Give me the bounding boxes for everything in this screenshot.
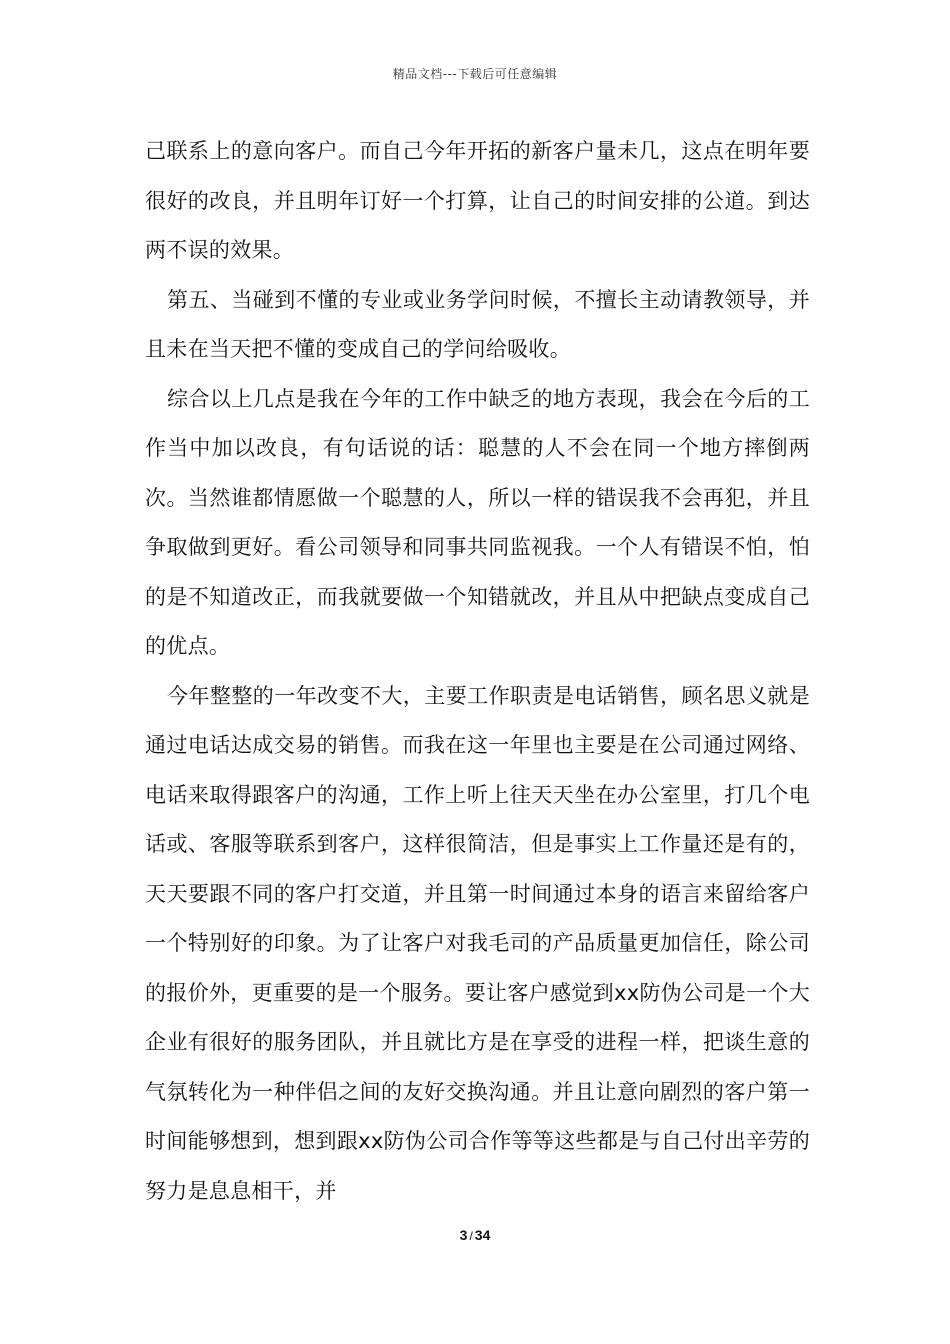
page-separator: / xyxy=(469,1229,473,1243)
paragraph-summary: 综合以上几点是我在今年的工作中缺乏的地方表现，我会在今后的工作当中加以改良，有句话说的话：聪慧的人不会在同一个地方摔倒两次。当然谁都情愿做一个聪慧的人，所以一样的错误我不会再犯，并且争取做到更好。看公司领导和同事共同监视我。一个人有错误不怕，怕的是不知道改正，而我就要做一个知错就改，并且从中把缺点变成自己的优点。 xyxy=(145,386,810,658)
paragraph-year-review: 今年整整的一年改变不大，主要工作职责是电话销售，顾名思义就是通过电话达成交易的销售。而我在这一年里也主要是在公司通过网络、电话来取得跟客户的沟通，工作上听上往天天坐在办公室里，打几个电话或、客服等联系到客户，这样很简洁，但是事实上工作量还是有的，天天要跟不同的客户打交道，并且第一时间通过本身的语言来留给客户一个特别好的印象。为了让客户对我毛司的产品质量更加信任，除公司的报价外，更重要的是一个服务。要让客户感觉到xx防伪公司是一个大企业有很好的服务团队，并且就比方是在享受的进程一样，把谈生意的气氛转化为一种伴侣之间的友好交换沟通。并且让意向剧烈的客户第一时间能够想到，想到跟xx防伪公司合作等等这些都是与自己付出辛劳的努力是息息相干，并 xyxy=(145,683,810,1203)
total-pages-number: 34 xyxy=(474,1227,491,1243)
current-page-number: 3 xyxy=(459,1227,468,1243)
page-number xyxy=(0,1227,950,1243)
document-body xyxy=(145,127,810,1216)
paragraph-continuation: 己联系上的意向客户。而自己今年开拓的新客户量未几，这点在明年要很好的改良，并且明年订好一个打算，让自己的时间安排的公道。到达两不误的效果。 xyxy=(145,139,810,262)
paragraph-fifth-point: 第五、当碰到不懂的专业或业务学问时候，不擅长主动请教领导，并且未在当天把不懂的变成自己的学问给吸收。 xyxy=(145,287,810,361)
page-header: 精品文档---下载后可任意编辑 xyxy=(392,67,558,81)
